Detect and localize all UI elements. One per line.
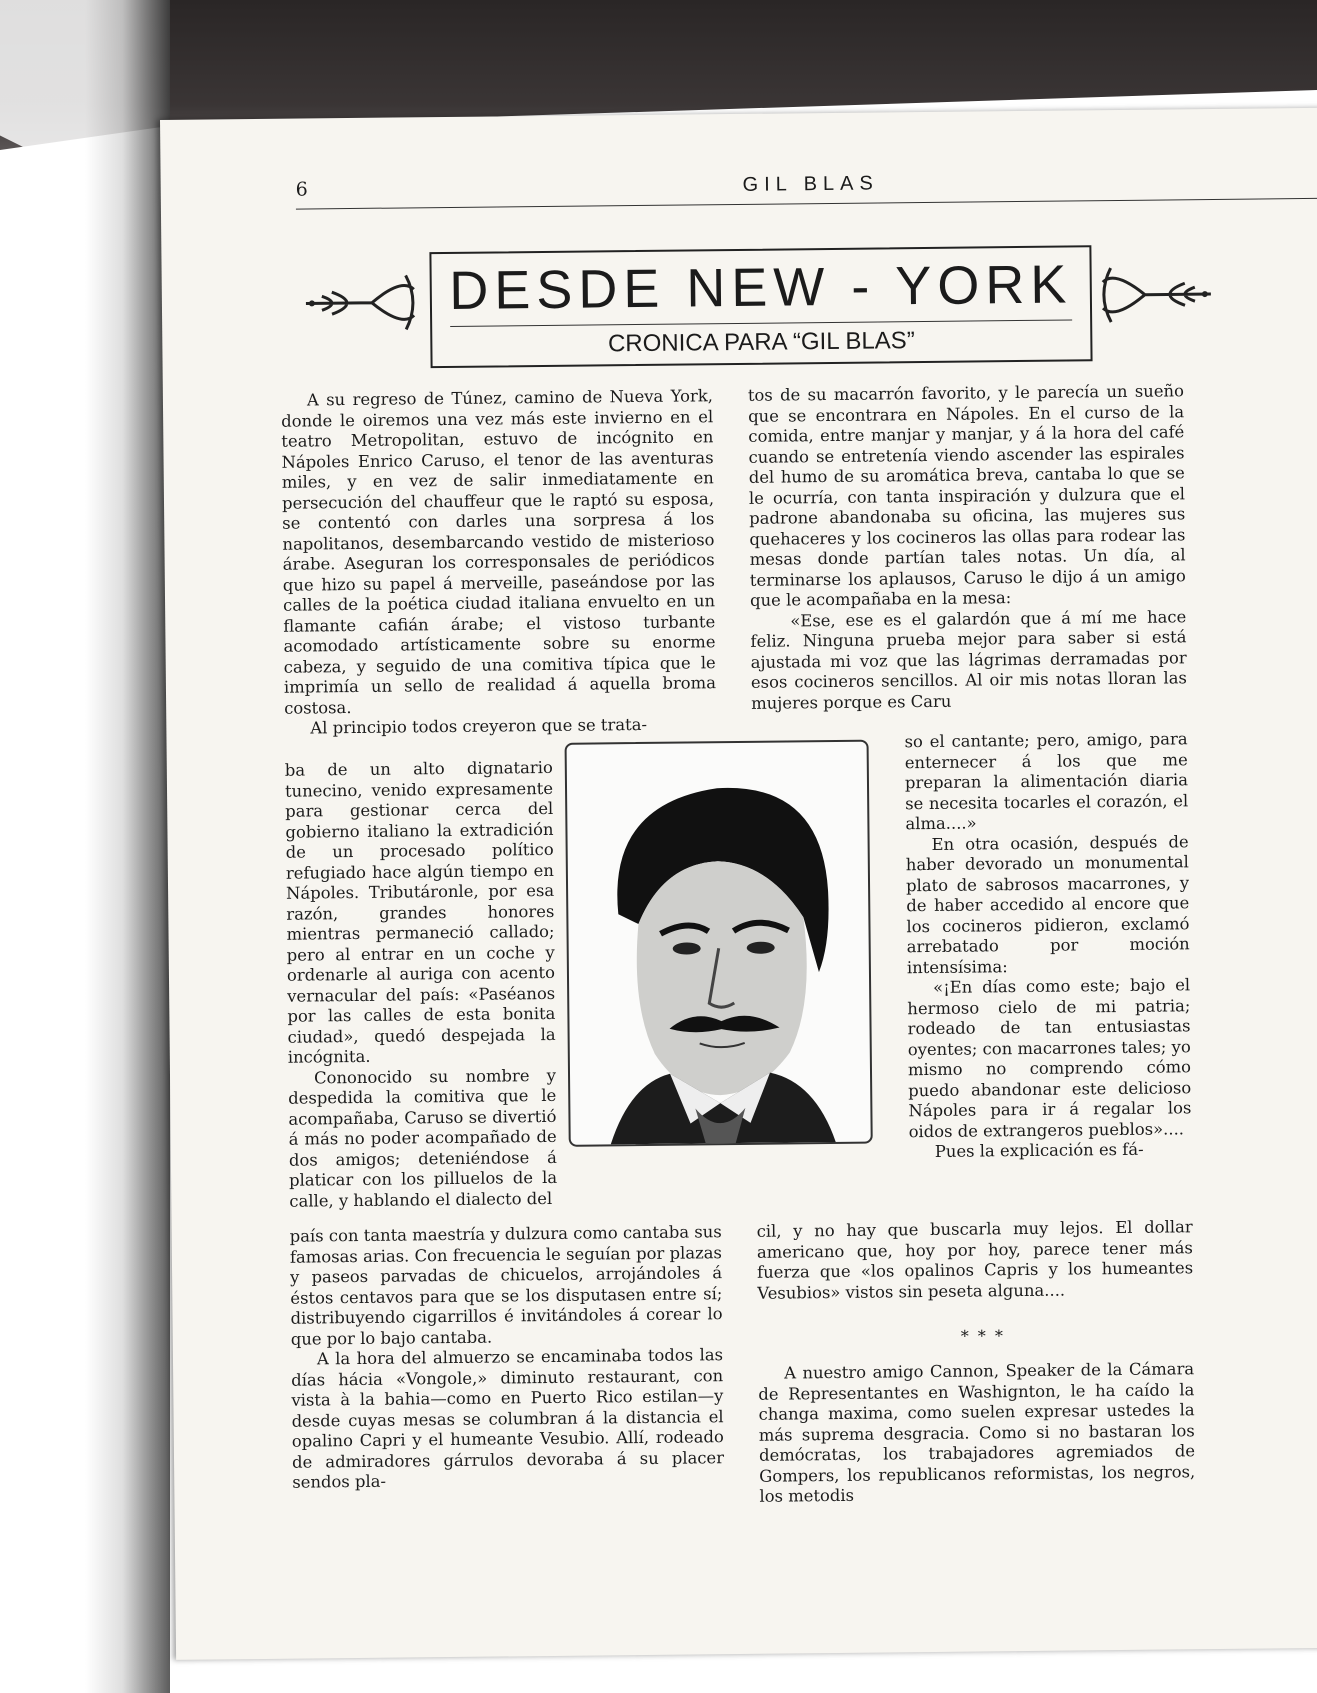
paragraph: Al principio todos creyeron que se trata- [310, 714, 648, 738]
left-column-top [281, 386, 717, 739]
left-column-narrow [285, 758, 558, 1212]
page-number: 6 [295, 178, 308, 201]
paragraph: tos de su macarrón favorito, y le parecía un sueño que se encontrara en Nápoles. En el curso de la comida, entre manjar y manjar, y á la hora del café cuando se entretenía viendo ascender las espirales del humo de su aromática breva, cantaba lo que se le ocurría, con tanta inspiración y dulzura que el padrone abandonaba su oficina, las mujeres sus quehaceres y los cocineros las ollas para rodear las mesas donde partían tales notas. Un día, al terminarse los aplausos, Caruso le dijo á un amigo que le acompañaba en la mesa: [747, 381, 1186, 610]
paragraph: Cononocido su nombre y despedida la comitiva que le acompañaba, Caruso se divertió á más no poder acompañado de dos amigos; deteniéndose á platicar con los pilluelos de la calle, y hablando el dialecto del [288, 1065, 558, 1211]
paragraph: país con tanta maestría y dulzura como cantaba sus famosas arias. Con frecuencia le seguían por plazas y paseos parvadas de chicuelos, arrojándoles á éstos centavos para que se los disputasen entre sí; distribuyendo cigarrillos é invitándoles á corear lo que por lo bajo cantaba. [289, 1222, 723, 1349]
left-column-bottom [290, 1222, 725, 1493]
paragraph: A su regreso de Túnez, camino de Nueva York, donde le oiremos una vez más este invierno en el teatro Metropolitan, estuvo de incógnito en Nápoles Enrico Caruso, el tenor de las aventuras miles, y en vez de salir inmediatamente en persecución del chauffeur que le raptó su esposa, se contentó con darles una sorpresa á los napolitanos, desembarcando vestido de misterioso árabe. Aseguran los corresponsales de periódicos que hizo su papel á merveille, paseándose por las calles de la poética ciudad italiana envuelto en un flamante cafián árabe; el vistoso turbante acomodado artísticamente sobre su enorme cabeza, y seguido de una comitiva típica que le imprimía un sello de realidad á aquella broma costosa. [281, 386, 717, 718]
left-flourish-icon [302, 267, 423, 338]
quote-paragraph: «Ese, ese es el galardón que á mí me hace feliz. Ninguna prueba mejor para saber si está ajustada mi voz que las lágrimas derramadas por esos cocineros sencillos. Al oir mis notas lloran las mujeres porque es Caru [750, 606, 1187, 713]
paragraph: A la hora del almuerzo se encaminaba todos las días hácia «Vongole,» diminuto restaurant, con vista à la bahia—como en Puerto Rico estilan—y desde cuyas mesas se columbran á la distancia el opalino Capri y el humeante Vesubio. Allí, rodeado de admiradores gárrulos devoraba á su placer sendos pla- [291, 1345, 725, 1492]
portrait-illustration [567, 742, 871, 1145]
paragraph: so el cantante; pero, amigo, para enternecer á los que me preparan la alimentación diaria se necesita tocarles el corazón, el alma....» [904, 729, 1189, 834]
headline-box [429, 245, 1092, 368]
quote-paragraph: «¡En días como este; bajo el hermoso cielo de mi patria; rodeado de tan entusiastas oyentes; con macarrones tales; yo mismo no comprendo cómo puedo abandonar este delicioso Nápoles para ir á regalar los oidos de extrangeros pueblos».... [907, 975, 1192, 1141]
right-column-top [748, 381, 1187, 714]
headline-subtitle: CRONICA PARA “GIL BLAS” [607, 327, 915, 358]
right-column-final [758, 1359, 1195, 1507]
caruso-portrait [565, 740, 873, 1147]
section-separator: * * * [960, 1326, 1006, 1346]
paragraph: cil, y no hay que buscarla muy lejos. El dollar americano que, hoy por hoy, parece tener más fuerza que «los opalinos Capris y los humeantes Vesubios» vistos sin peseta alguna.... [756, 1217, 1194, 1303]
page-header [296, 168, 1317, 210]
newspaper-page [160, 108, 1317, 1660]
paragraph: En otra ocasión, después de haber devorado un monumental plato de sabrosos macarrones, y de haber accedido al encore que los cocineros pidieron, exclamó arrebatado por moción intensísima: [905, 831, 1190, 977]
left-page-edges [0, 0, 170, 1693]
paragraph: ba de un alto dignatario tunecino, venido expresamente para gestionar cerca del gobierno italiano la extradición de un procesado político refugiado hace algún tiempo en Nápoles. Tributáronle, por esa razón, grandes honores mientras permaneció callado; pero al entrar en un coche y ordenarle al auriga con acento vernacular del país: «Paséanos por las calles de esta bonita ciudad», quedó despejada la incógnita. [284, 757, 556, 1067]
headline-title: DESDE NEW - YORK [448, 254, 1073, 321]
right-column-bottom [757, 1217, 1194, 1304]
paragraph: A nuestro amigo Cannon, Speaker de la Cámara de Representantes en Washignton, le ha caído la changa maxima, como suelen expresar ustedes la más suprema desgracia. Como si no bastaran los demócratas, los trabajadores agremiados de Gompers, los republicanos reformistas, los negros, los metodis [758, 1359, 1196, 1506]
paragraph: Pues la explicación es fá- [934, 1139, 1144, 1161]
running-title: GIL BLAS [742, 172, 879, 196]
right-flourish-icon [1095, 259, 1216, 330]
right-column-narrow [904, 729, 1191, 1162]
